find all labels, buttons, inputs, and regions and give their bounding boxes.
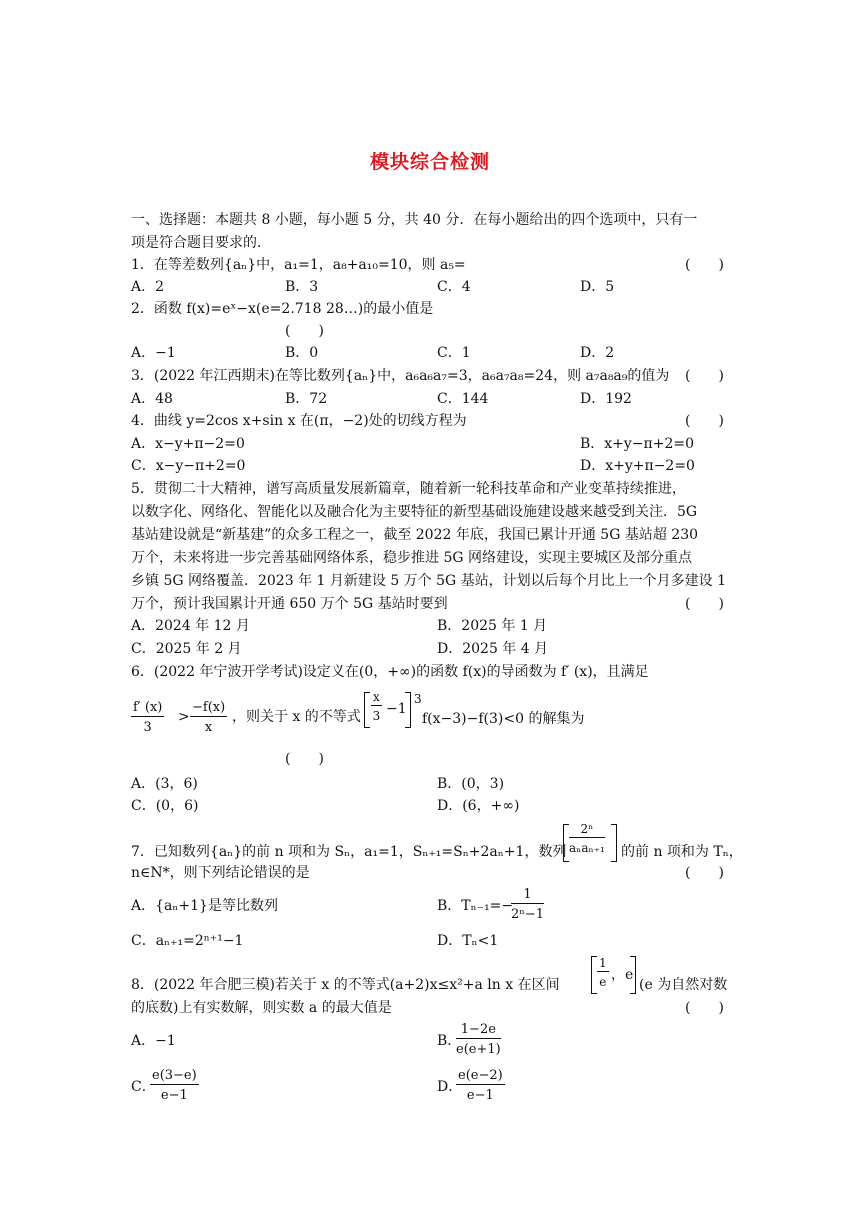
q5-line-3: 基站建设就是“新基建”的众多工程之一，截至 2022 年底，我国已累计开通 5G 基站超 230 <box>131 527 699 543</box>
q1-stem: 1．在等差数列{aₙ}中，a₁=1，a₈+a₁₀=10，则 a₅= <box>131 257 466 273</box>
q6-line-1: 6．(2022 年宁波开学考试)设定义在(0，+∞)的函数 f(x)的导函数为 f′ (x)，且满足 <box>131 664 649 680</box>
q2-stem: 2．函数 f(x)=eˣ−x(e=2.718 28…)的最小值是 <box>131 301 434 317</box>
q6-fraction-derivative: $\frac{f' (x)}{3}$ <box>133 700 163 735</box>
q5-line-2: 以数字化、网络化、智能化以及融合化为主要特征的新型基础设施建设越来越受到关注．5G <box>131 504 698 520</box>
q5-option-b: B．2025 年 1 月 <box>437 618 548 634</box>
q8-right-bracket <box>630 956 636 994</box>
q8-interval-right: ，e <box>611 967 634 983</box>
q1-option-b: B．3 <box>285 279 319 295</box>
q7-option-a: A．{aₙ+1}是等比数列 <box>131 898 278 914</box>
q1-option-c: C．4 <box>437 279 471 295</box>
q3-answer-paren: ( ) <box>685 368 724 384</box>
q6-minus-one: −1 <box>386 701 407 717</box>
q2-answer-paren: ( ) <box>285 323 324 339</box>
q7-option-b-prefix: B．Tₙ₋₁=− <box>437 898 514 914</box>
q3-stem: 3．(2022 年江西期末)在等比数列{aₙ}中，a₆a₆a₇=3，a₆a₇a₈=24，则 a₇a₈a₉的值为 <box>131 368 670 384</box>
page-title: 模块综合检测 <box>369 151 490 173</box>
q6-option-c: C．(0，6) <box>131 798 199 814</box>
q6-right-brace <box>405 692 411 728</box>
q8-option-a: A．−1 <box>131 1033 176 1049</box>
q2-option-d: D．2 <box>580 345 615 361</box>
q2-option-b: B．0 <box>285 345 319 361</box>
q2-option-c: C．1 <box>437 345 471 361</box>
q4-option-a: A．x−y+π−2=0 <box>131 436 245 452</box>
q7-right-brace <box>611 824 617 862</box>
q2-option-a: A．−1 <box>131 345 176 361</box>
q5-line-6: 万个，预计我国累计开通 650 万个 5G 基站时要到 <box>131 596 448 612</box>
q7-line-1b: 的前 n 项和为 Tₙ， <box>621 844 743 860</box>
q6-option-b: B．(0，3) <box>437 776 505 792</box>
q8-answer-paren: ( ) <box>685 1000 724 1016</box>
q6-answer-paren: ( ) <box>285 751 324 767</box>
q6-mid-text: ，则关于 x 的不等式 <box>232 709 361 725</box>
q7-option-d: D．Tₙ<1 <box>437 933 499 949</box>
q6-gt-sign: > <box>178 709 190 725</box>
q7-fraction: 2ⁿ aₙaₙ₊₁ <box>569 822 605 855</box>
q6-tail: f(x−3)−f(3)<0 的解集为 <box>422 711 585 727</box>
q8-option-d-fraction: $\frac{e(e-2)}{e-1}$ <box>458 1068 503 1103</box>
q5-answer-paren: ( ) <box>685 596 724 612</box>
q6-fraction-neg-f: $\frac{-f(x)}{x}$ <box>192 700 226 735</box>
q1-option-a: A．2 <box>131 279 165 295</box>
q4-stem: 4．曲线 y=2cos x+sin x 在(π，−2)处的切线方程为 <box>131 413 467 429</box>
q5-option-d: D．2025 年 4 月 <box>437 641 549 657</box>
q4-answer-paren: ( ) <box>685 413 724 429</box>
q8-option-d-label: D． <box>437 1079 463 1095</box>
q6-exponent: 3 <box>414 692 422 706</box>
q7-option-b-fraction: $\frac{1}{\text{2ⁿ−1}}$ <box>511 887 545 922</box>
q5-line-5: 乡镇 5G 网络覆盖．2023 年 1 月新建设 5 万个 5G 基站，计划以后每个月比上一个月多建设 1 <box>131 573 727 589</box>
q8-option-c-fraction: $\frac{e(3-e)}{e-1}$ <box>152 1068 197 1103</box>
q5-line-4: 万个，未来将进一步完善基础网络体系，稳步推进 5G 网络建设，实现主要城区及部分重点 <box>131 550 692 566</box>
q1-option-d: D．5 <box>580 279 615 295</box>
q8-option-b-label: B． <box>437 1033 462 1049</box>
q7-line-1a: 7．已知数列{aₙ}的前 n 项和为 Sₙ，a₁=1，Sₙ₊₁=Sₙ+2aₙ+1，数列 <box>131 844 567 860</box>
q3-option-a: A．48 <box>131 391 173 407</box>
q3-option-c: C．144 <box>437 391 489 407</box>
q5-option-c: C．2025 年 2 月 <box>131 641 242 657</box>
q8-line-1a: 8．(2022 年合肥三模)若关于 x 的不等式(a+2)x≤x²+a ln x 在区间 <box>131 977 560 993</box>
q7-line-2: n∈N*，则下列结论错误的是 <box>131 865 310 881</box>
q8-line-2: 的底数)上有实数解，则实数 a 的最大值是 <box>131 1000 392 1016</box>
q5-line-1: 5．贯彻二十大精神，谱写高质量发展新篇章，随着新一轮科技革命和产业变革持续推进， <box>131 481 686 497</box>
q6-option-a: A．(3，6) <box>131 776 198 792</box>
q3-option-b: B．72 <box>285 391 328 407</box>
q7-option-c: C．aₙ₊₁=2ⁿ⁺¹−1 <box>131 933 244 949</box>
q1-answer-paren: ( ) <box>685 257 724 273</box>
q5-option-a: A．2024 年 12 月 <box>131 618 250 634</box>
section-instructions-1: 一、选择题：本题共 8 小题，每小题 5 分，共 40 分．在每小题给出的四个选项中，只有一 <box>131 212 698 228</box>
q8-option-c-label: C． <box>131 1079 156 1095</box>
q4-option-d: D．x+y+π−2=0 <box>580 458 695 474</box>
q7-answer-paren: ( ) <box>685 865 724 881</box>
q8-line-1b: (e 为自然对数 <box>639 977 728 993</box>
q4-option-c: C．x−y−π+2=0 <box>131 458 246 474</box>
q6-fraction-x-over-3: $\frac{x}{3}$ <box>372 690 381 723</box>
q6-option-d: D．(6，+∞) <box>437 798 520 814</box>
q6-left-brace <box>364 692 370 728</box>
q8-option-b-fraction: $\frac{1-2e}{e(e+1)}$ <box>456 1022 501 1057</box>
q8-interval-fraction: $\frac{1}{e}$ <box>599 956 607 989</box>
q3-option-d: D．192 <box>580 391 632 407</box>
section-instructions-2: 项是符合题目要求的． <box>131 235 271 251</box>
q4-option-b: B．x+y−π+2=0 <box>580 436 695 452</box>
